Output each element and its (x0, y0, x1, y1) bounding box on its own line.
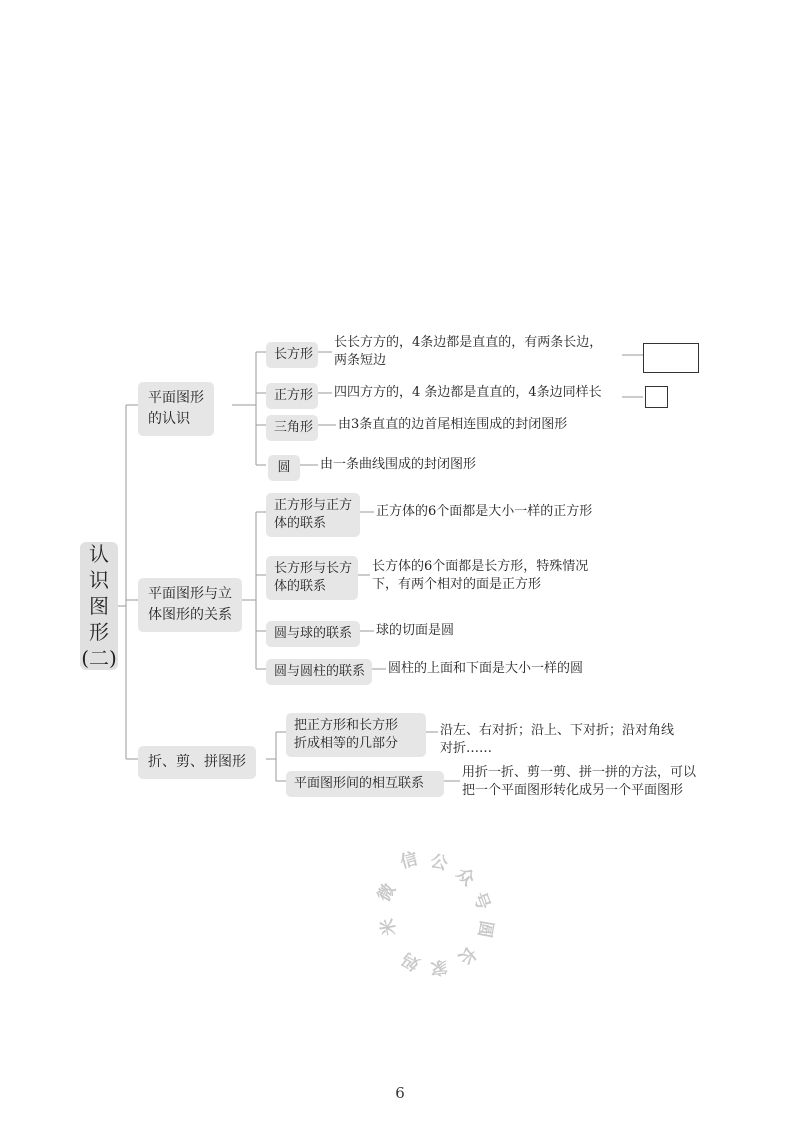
watermark-char: 长 (454, 941, 480, 969)
watermark-char: 米 (377, 916, 401, 938)
desc-circle (320, 456, 476, 474)
desc-mutual-relation (462, 764, 696, 800)
desc-line: 用折一折、剪一剪、拼一拼的方法，可以 (462, 765, 697, 780)
branch-label-line: 平面图形 (148, 390, 204, 406)
node-label-line: 体的联系 (274, 516, 327, 531)
desc-circle-cylinder (388, 660, 583, 678)
desc-line: 球的切面是圆 (376, 623, 455, 638)
desc-triangle (338, 416, 567, 434)
node-square-cube (266, 493, 360, 537)
branch-label-line: 平面图形与立 (148, 586, 232, 602)
node-label: 平面图形间的相互联系 (294, 776, 425, 791)
root-node (80, 542, 118, 670)
watermark-char: 圆 (473, 918, 497, 940)
desc-line: 下，有两个相对的面是正方形 (372, 577, 542, 592)
node-label: 长方形 (274, 347, 314, 362)
desc-line: 四四方方的，4 条边都是直直的，4条边同样长 (334, 385, 602, 400)
desc-rect-cuboid (372, 558, 588, 594)
node-label: 圆与圆柱的联系 (274, 664, 366, 679)
desc-square-cube (376, 503, 592, 521)
node-rect-cuboid (266, 556, 358, 600)
watermark-char: 家 (429, 956, 449, 978)
watermark-char: 信 (398, 849, 420, 873)
desc-line: 正方体的6个面都是大小一样的正方形 (376, 504, 593, 519)
node-label-line: 折成相等的几部分 (294, 736, 399, 751)
desc-square (334, 384, 602, 402)
node-label-line: 长方形与长方 (274, 561, 353, 576)
watermark-char: 号 (468, 889, 494, 913)
node-label: 正方形 (274, 388, 314, 403)
branch-label-line: 的认识 (148, 411, 190, 427)
node-label: 圆 (277, 460, 291, 475)
root-char: 图 (89, 594, 109, 618)
node-rectangle (266, 342, 318, 368)
node-fold-equal-parts (286, 713, 426, 757)
node-mutual-relation (286, 771, 444, 797)
desc-line: 圆柱的上面和下面是大小一样的圆 (388, 661, 584, 676)
root-char: 认 (89, 542, 109, 566)
desc-line: 对折…… (440, 741, 493, 756)
desc-line: 由一条曲线围成的封闭图形 (320, 457, 477, 472)
desc-line: 把一个平面图形转化成另一个平面图形 (462, 783, 684, 798)
desc-fold-equal-parts (440, 722, 674, 758)
node-square (266, 383, 318, 409)
branch-fold-cut-combine (138, 746, 256, 779)
watermark-char: 众 (451, 863, 479, 891)
desc-line: 两条短边 (334, 353, 387, 368)
root-char: 形 (89, 620, 109, 644)
node-circle-sphere (266, 621, 360, 647)
node-label: 圆与球的联系 (274, 626, 353, 641)
node-label-line: 正方形与正方 (274, 498, 353, 513)
desc-line: 沿左、右对折；沿上、下对折；沿对角线 (440, 723, 675, 738)
node-label-line: 把正方形和长方形 (294, 718, 399, 733)
watermark-char: 妈 (398, 948, 424, 974)
desc-rectangle (334, 334, 602, 370)
page-number: 6 (395, 1084, 405, 1102)
branch-plane-shapes (138, 382, 214, 436)
rectangle-shape-icon (643, 343, 699, 373)
node-triangle (266, 415, 318, 441)
branch-label-line: 体图形的关系 (148, 607, 232, 623)
desc-line: 由3条直直的边首尾相连围成的封闭图形 (338, 417, 568, 432)
node-circle-cylinder (266, 659, 372, 685)
node-label: 三角形 (274, 420, 314, 435)
branch-plane-solid-relation (138, 578, 242, 632)
root-char: (二) (81, 646, 117, 670)
watermark-char: 公 (428, 851, 450, 875)
watermark-char: 微 (374, 880, 400, 906)
desc-circle-sphere (376, 622, 454, 640)
node-circle (268, 455, 300, 481)
square-shape-icon (645, 386, 668, 408)
root-char: 识 (89, 568, 109, 592)
branch-label: 折、剪、拼图形 (148, 754, 246, 770)
desc-line: 长长方方的，4条边都是直直的，有两条长边， (334, 335, 603, 350)
desc-line: 长方体的6个面都是长方形，特殊情况 (372, 559, 589, 574)
node-label-line: 体的联系 (274, 579, 327, 594)
